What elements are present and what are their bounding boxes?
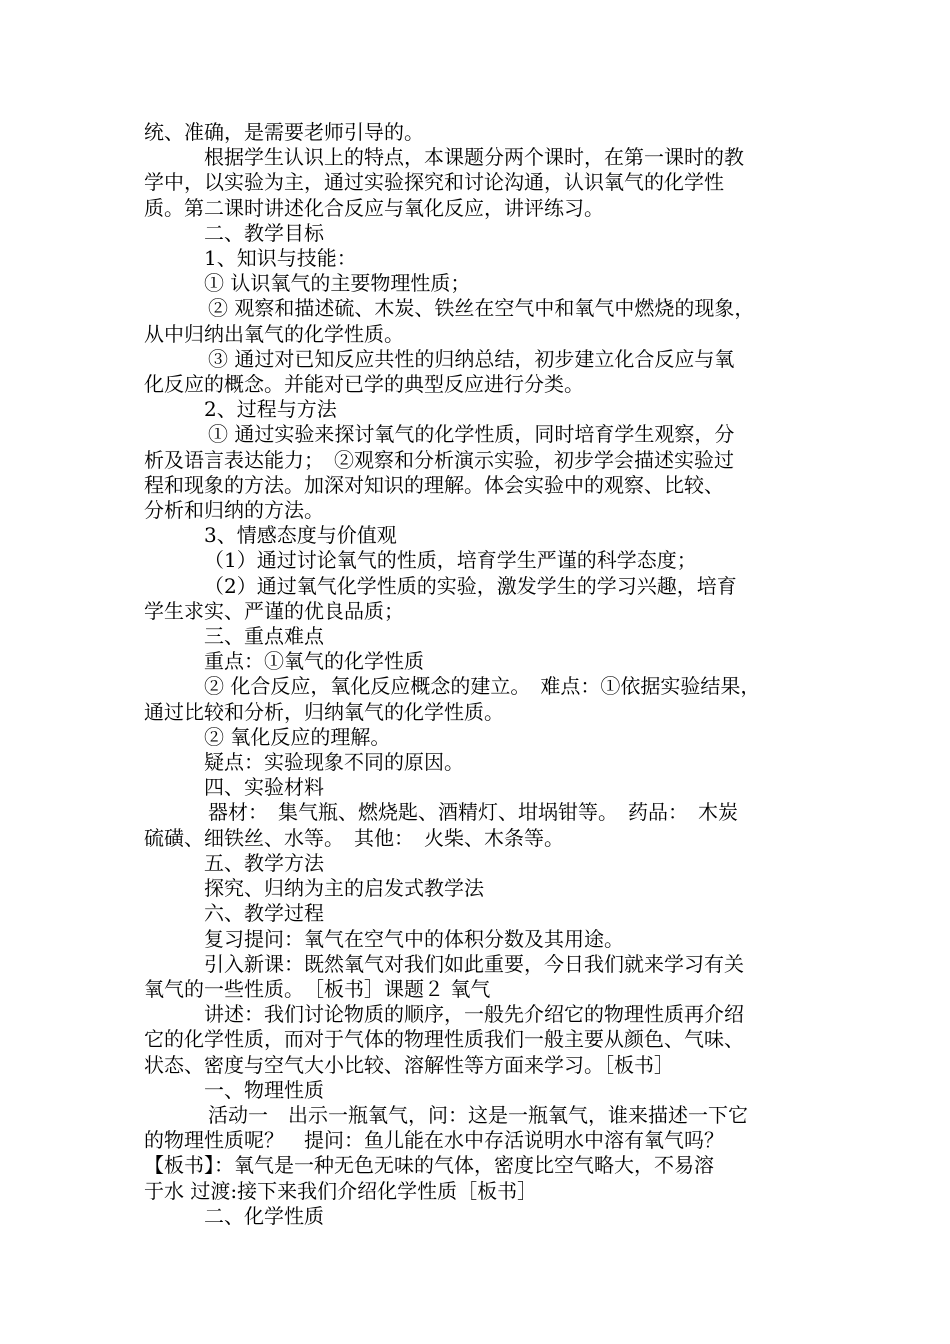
text-line: 程和现象的方法。加深对知识的理解。体会实验中的观察、比较、 [144, 472, 724, 497]
text-line: ② 氧化反应的理解。 [204, 724, 391, 749]
text-line: 氧气的一些性质。 ［板书］课题２ 氧气 [144, 976, 491, 1001]
text-line: 的物理性质呢？ 提问：鱼儿能在水中存活说明水中溶有氧气吗？ [144, 1128, 724, 1153]
text-line: 【板书】：氧气是一种无色无味的气体，密度比空气略大，不易溶 [144, 1153, 714, 1178]
text-line: （1）通过讨论氧气的性质，培育学生严谨的科学态度； [204, 548, 697, 573]
section-heading: 四、实验材料 [204, 775, 324, 800]
text-line: 分析和归纳的方法。 [144, 498, 324, 523]
text-line: 探究、归纳为主的启发式教学法 [204, 876, 484, 901]
text-line: 析及语言表达能力； ②观察和分析演示实验，初步学会描述实验过 [144, 447, 734, 472]
text-line: ① 认识氧气的主要物理性质； [204, 271, 471, 296]
section-heading: 六、教学过程 [204, 901, 324, 926]
text-line: 化反应的概念。并能对已学的典型反应进行分类。 [144, 372, 584, 397]
subsection-heading: 1、知识与技能： [204, 246, 357, 271]
text-line: 讲述：我们讨论物质的顺序，一般先介绍它的物理性质再介绍 [204, 1002, 744, 1027]
text-line: ② 化合反应，氧化反应概念的建立。 难点：①依据实验结果， [204, 674, 761, 699]
text-line: 重点：①氧气的化学性质 [204, 649, 424, 674]
text-line: ① 通过实验来探讨氧气的化学性质，同时培育学生观察，分 [208, 422, 735, 447]
subsection-heading: 2、过程与方法 [204, 397, 337, 422]
text-line: 活动一 出示一瓶氧气，问：这是一瓶氧气，谁来描述一下它 [208, 1102, 748, 1127]
text-line: 器材： 集气瓶、燃烧匙、酒精灯、坩埚钳等。 药品： 木炭 [208, 800, 738, 825]
text-line: 通过比较和分析，归纳氧气的化学性质。 [144, 699, 504, 724]
text-line: 从中归纳出氧气的化学性质。 [144, 321, 404, 346]
section-heading: 五、教学方法 [204, 850, 324, 875]
text-line: 复习提问：氧气在空气中的体积分数及其用途。 [204, 926, 624, 951]
text-line: 学中，以实验为主，通过实验探究和讨论沟通，认识氧气的化学性 [144, 170, 724, 195]
section-heading: 一、物理性质 [204, 1077, 324, 1102]
section-heading: 二、教学目标 [204, 220, 324, 245]
text-line: 引入新课：既然氧气对我们如此重要，今日我们就来学习有关 [204, 951, 744, 976]
section-heading: 二、化学性质 [204, 1203, 324, 1228]
text-line: 统、准确，是需要老师引导的。 [144, 120, 424, 144]
text-line: ③ 通过对已知反应共性的归纳总结，初步建立化合反应与氧 [208, 346, 735, 371]
text-line: 于水 过渡:接下来我们介绍化学性质［板书］ [144, 1178, 538, 1203]
text-line: 学生求实、严谨的优良品质； [144, 598, 404, 623]
text-line: （2）通过氧气化学性质的实验，激发学生的学习兴趣，培育 [204, 573, 737, 598]
text-line: 质。第二课时讲述化合反应与氧化反应，讲评练习。 [144, 195, 604, 220]
text-line: 它的化学性质，而对于气体的物理性质我们一般主要从颜色、气味、 [144, 1027, 744, 1052]
text-line: 硫磺、细铁丝、水等。 其他： 火柴、木条等。 [144, 825, 564, 850]
document-body [144, 120, 824, 1229]
text-line: 根据学生认识上的特点，本课题分两个课时，在第一课时的教 [204, 145, 744, 170]
text-line: ② 观察和描述硫、木炭、铁丝在空气中和氧气中燃烧的现象， [208, 296, 755, 321]
subsection-heading: 3、情感态度与价值观 [204, 523, 397, 548]
section-heading: 三、重点难点 [204, 624, 324, 649]
text-line: 状态、密度与空气大小比较、溶解性等方面来学习。［板书］ [144, 1052, 674, 1077]
text-line: 疑点：实验现象不同的原因。 [204, 750, 464, 775]
